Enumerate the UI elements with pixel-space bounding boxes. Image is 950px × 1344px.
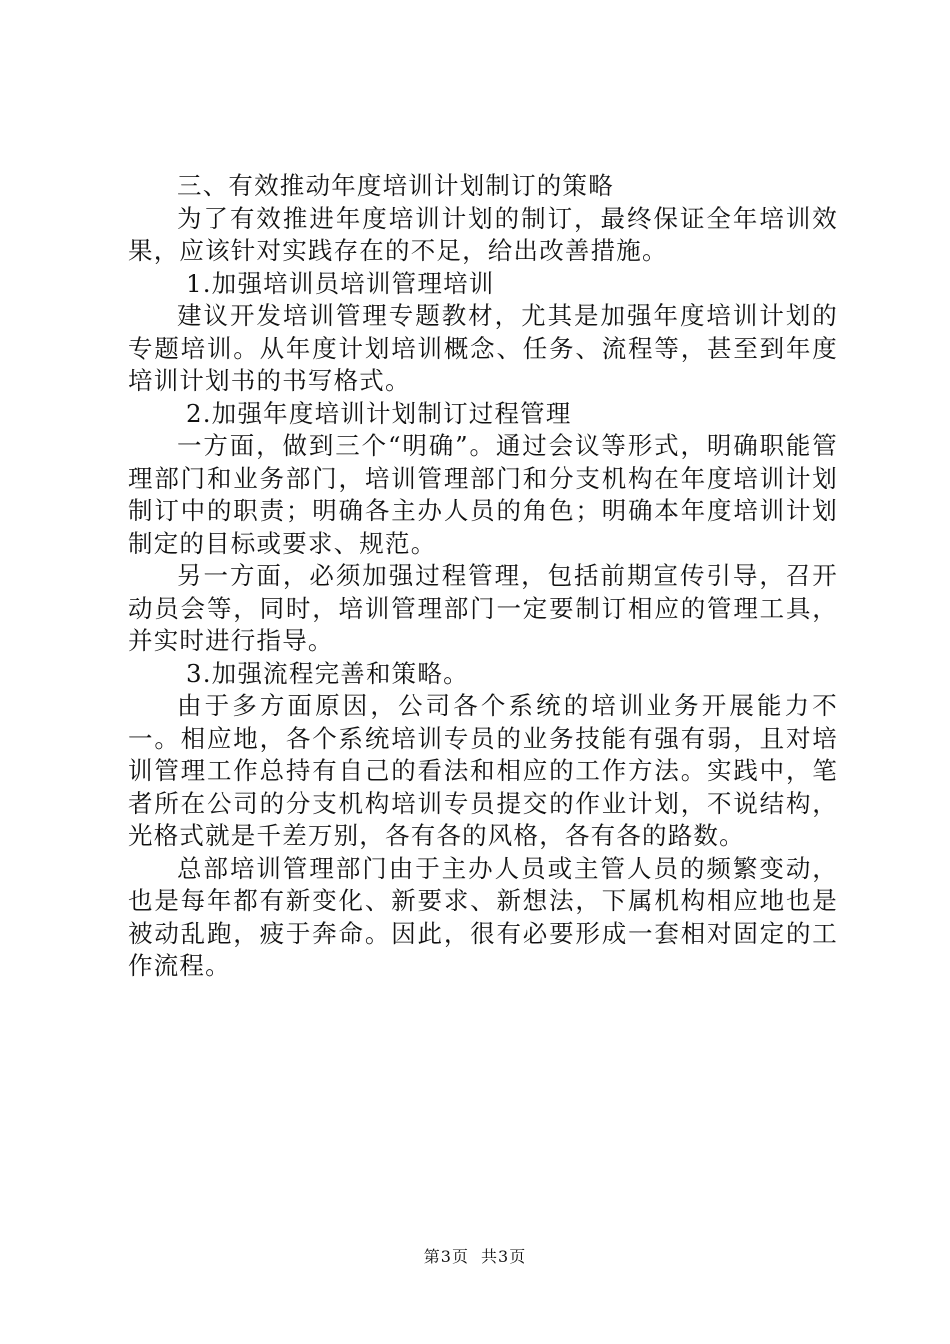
item1-paragraph: 建议开发培训管理专题教材，尤其是加强年度培训计划的专题培训。从年度计划培训概念、任务、流程等，甚至到年度培训计划书的书写格式。 — [128, 301, 838, 395]
total-pages: 共3页 — [481, 1247, 527, 1266]
section-heading: 三、有效推动年度培训计划制订的策略 — [177, 171, 614, 200]
page-footer — [0, 1244, 950, 1267]
item3-heading: 3.加强流程完善和策略。 — [186, 658, 469, 688]
item2-heading: 2.加强年度培训计划制订过程管理 — [186, 398, 572, 428]
item3-paragraph-b: 总部培训管理部门由于主办人员或主管人员的频繁变动，也是每年都有新变化、新要求、新想法，下属机构相应地也是被动乱跑，疲于奔命。因此，很有必要形成一套相对固定的工作流程。 — [128, 853, 838, 980]
intro-paragraph: 为了有效推进年度培训计划的制订，最终保证全年培训效果，应该针对实践存在的不足，给出改善措施。 — [128, 203, 838, 265]
item3-paragraph-a: 由于多方面原因，公司各个系统的培训业务开展能力不一。相应地，各个系统培训专员的业务技能有强有弱，且对培训管理工作总持有自己的看法和相应的工作方法。实践中，笔者所在公司的分支机构培训专员提交的作业计划，不说结构，光格式就是千差万别，各有各的风格，各有各的路数。 — [128, 691, 838, 850]
current-page-number: 第3页 — [423, 1247, 469, 1266]
document-body — [128, 170, 838, 983]
item2-paragraph-a: 一方面，做到三个“明确”。通过会议等形式，明确职能管理部门和业务部门，培训管理部门和分支机构在年度培训计划制订中的职责；明确各主办人员的角色；明确本年度培训计划制定的目标或要求、规范。 — [128, 431, 838, 558]
item1-heading: 1.加强培训员培训管理培训 — [186, 268, 495, 298]
item2-paragraph-b: 另一方面，必须加强过程管理，包括前期宣传引导，召开动员会等，同时，培训管理部门一定要制订相应的管理工具，并实时进行指导。 — [128, 561, 838, 655]
